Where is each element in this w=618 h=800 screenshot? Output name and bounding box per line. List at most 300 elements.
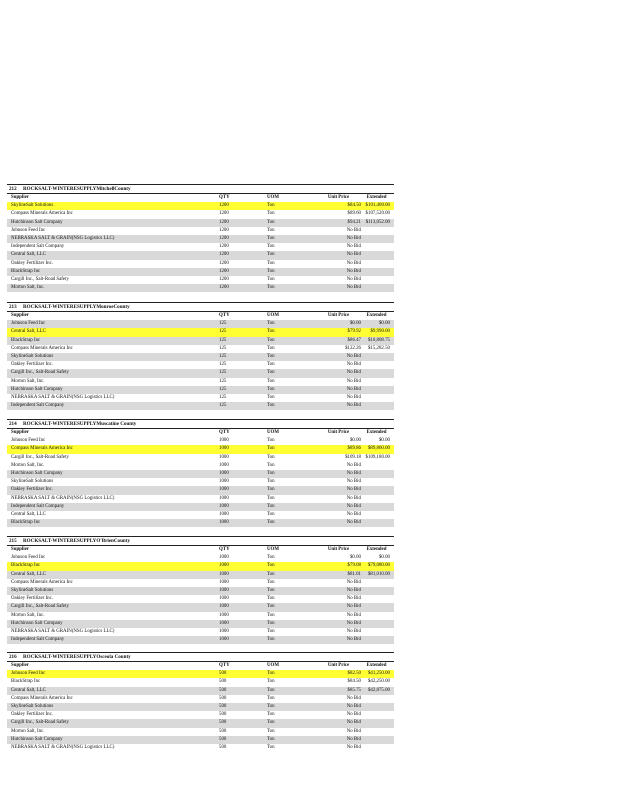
unit-price-cell: $79.08	[316, 562, 363, 570]
table-row	[7, 320, 394, 328]
table-row	[7, 620, 394, 628]
qty-cell: 500	[215, 687, 263, 695]
table-row	[7, 243, 394, 251]
table-row	[7, 394, 394, 402]
uom-cell: Ton	[263, 636, 316, 644]
uom-cell: Ton	[267, 495, 275, 501]
table-row	[7, 503, 394, 511]
uom-cell: Ton	[263, 620, 316, 628]
unit-price-cell: No Bid	[346, 260, 361, 266]
supplier-cell: Morton Salt, Inc.	[11, 378, 45, 384]
extended-cell	[363, 276, 394, 284]
header-unit-price: Unit Price	[327, 547, 350, 552]
table-row	[7, 595, 394, 603]
supplier-cell: Hutchinson Salt Company	[7, 736, 215, 744]
uom-cell: Ton	[263, 736, 316, 744]
unit-price-cell: No Bid	[346, 378, 361, 384]
supplier-cell: Independent Salt Company	[7, 402, 215, 410]
qty-cell: 1000	[219, 596, 229, 602]
table-row	[7, 251, 394, 259]
qty-cell: 125	[219, 362, 227, 368]
extended-cell: $9,990.00	[363, 328, 394, 336]
unit-price-cell: $84.50	[316, 202, 363, 210]
qty-cell: 500	[219, 679, 227, 685]
supplier-cell: Johnson Feed Inc	[7, 670, 215, 678]
extended-cell	[363, 719, 394, 727]
qty-cell: 125	[215, 369, 263, 377]
qty-cell: 1200	[215, 219, 263, 227]
supplier-cell: Cargill Inc., Salt-Road Safety	[11, 454, 69, 460]
supplier-cell: SkylineSalt Solutions	[7, 202, 215, 210]
table-row	[7, 470, 394, 478]
supplier-cell: Independent Salt Company	[7, 503, 215, 511]
table-row	[7, 719, 394, 727]
supplier-cell: Compass Minerals America Inc	[11, 579, 73, 585]
uom-cell: Ton	[263, 328, 316, 336]
qty-cell: 500	[219, 712, 227, 718]
uom-cell: Ton	[263, 687, 316, 695]
uom-cell: Ton	[263, 562, 316, 570]
header-uom: UOM	[267, 663, 279, 668]
unit-price-cell: No Bid	[346, 362, 361, 368]
table-row	[7, 454, 394, 462]
uom-cell: Ton	[263, 235, 316, 243]
qty-cell: 1000	[219, 629, 229, 635]
table-row	[7, 695, 394, 703]
supplier-cell: Central Salt, LLC	[7, 571, 215, 579]
unit-price-cell: No Bid	[316, 402, 363, 410]
extended-cell	[363, 402, 394, 410]
table-row	[7, 445, 394, 453]
extended-cell: $109,180.00	[365, 454, 390, 460]
section-title	[7, 184, 394, 194]
uom-cell: Ton	[267, 244, 275, 250]
extended-cell: $10,808.75	[363, 337, 394, 345]
extended-cell	[363, 462, 394, 470]
supplier-cell: Compass Minerals America Inc	[7, 445, 215, 453]
extended-cell	[363, 495, 394, 503]
unit-price-cell: $89.60	[347, 211, 361, 217]
unit-price-cell: $84.50	[347, 679, 361, 685]
bid-table	[7, 546, 394, 644]
qty-cell: 125	[215, 402, 263, 410]
supplier-cell: SkylineSalt Solutions	[11, 479, 54, 485]
unit-price-cell: No Bid	[346, 728, 361, 734]
bid-section	[7, 652, 394, 752]
table-row	[7, 437, 394, 445]
unit-price-cell: No Bid	[346, 495, 361, 501]
extended-cell	[363, 268, 394, 276]
table-row	[7, 628, 394, 636]
table-row	[7, 227, 394, 235]
supplier-cell: NEBRASKA SALT & GRAIN(NSG Logistics LLC)	[11, 745, 115, 751]
header-unit-price: Unit Price	[327, 663, 350, 668]
unit-price-cell: $0.00	[316, 320, 363, 328]
bid-table	[7, 312, 394, 410]
unit-price-cell: No Bid	[346, 579, 361, 585]
table-row	[7, 210, 394, 218]
supplier-cell: BlackStrap Inc	[7, 268, 215, 276]
qty-cell: 125	[215, 353, 263, 361]
extended-cell: $42,250.00	[367, 679, 390, 685]
table-row	[7, 744, 394, 752]
qty-cell: 1200	[219, 211, 229, 217]
extended-cell	[363, 603, 394, 611]
uom-cell: Ton	[263, 587, 316, 595]
uom-cell: Ton	[267, 555, 275, 561]
unit-price-cell: No Bid	[346, 745, 361, 751]
header-unit-price: Unit Price	[327, 430, 350, 435]
uom-cell: Ton	[267, 454, 275, 460]
qty-cell: 125	[219, 345, 227, 351]
qty-cell: 1200	[215, 235, 263, 243]
table-row	[7, 219, 394, 227]
header-supplier: Supplier	[11, 430, 29, 435]
uom-cell: Ton	[263, 503, 316, 511]
unit-price-cell: No Bid	[346, 479, 361, 485]
extended-cell	[363, 503, 394, 511]
item-number: 214	[9, 421, 17, 427]
unit-price-cell: $122.26	[345, 345, 361, 351]
table-row	[7, 284, 394, 292]
uom-cell: Ton	[267, 479, 275, 485]
unit-price-cell: No Bid	[316, 719, 363, 727]
qty-cell: 1000	[219, 462, 229, 468]
uom-cell: Ton	[263, 445, 316, 453]
qty-cell: 1200	[215, 268, 263, 276]
supplier-cell: BlackStrap Inc	[7, 519, 215, 527]
extended-cell	[363, 361, 394, 369]
qty-cell: 1200	[219, 244, 229, 250]
bid-section	[7, 184, 394, 292]
uom-cell: Ton	[267, 227, 275, 233]
header-uom: UOM	[267, 547, 279, 552]
supplier-cell: Oakley Fertilizer Inc.	[11, 596, 53, 602]
uom-cell: Ton	[267, 679, 275, 685]
item-title: ROCKSALT-WINTERESUPPLYO'BrienCounty	[23, 538, 130, 544]
item-number: 212	[9, 186, 17, 192]
table-row	[7, 687, 394, 695]
item-title: ROCKSALT-WINTERESUPPLYMonroeCounty	[23, 304, 130, 310]
bid-table	[7, 662, 394, 752]
unit-price-cell: No Bid	[346, 462, 361, 468]
supplier-cell: NEBRASKA SALT & GRAIN(NSG Logistics LLC)	[11, 395, 115, 401]
item-title: ROCKSALT-WINTERESUPPLYMitchellCounty	[23, 186, 131, 192]
uom-cell: Ton	[267, 260, 275, 266]
extended-cell: $89,860.00	[363, 445, 394, 453]
qty-cell: 1200	[219, 277, 229, 283]
header-qty: QTY	[219, 663, 230, 668]
unit-price-cell: No Bid	[346, 629, 361, 635]
header-qty: QTY	[219, 547, 230, 552]
uom-cell: Ton	[267, 612, 275, 618]
header-uom: UOM	[267, 313, 279, 318]
supplier-cell: SkylineSalt Solutions	[7, 703, 215, 711]
unit-price-cell: No Bid	[316, 636, 363, 644]
uom-cell: Ton	[263, 320, 316, 328]
supplier-cell: Johnson Feed Inc	[11, 438, 46, 444]
table-row	[7, 486, 394, 494]
supplier-cell: BlackStrap Inc	[7, 337, 215, 345]
supplier-cell: Independent Salt Company	[7, 636, 215, 644]
supplier-cell: Morton Salt, Inc.	[11, 462, 45, 468]
supplier-cell: Central Salt, LLC	[11, 512, 46, 518]
table-row	[7, 345, 394, 353]
uom-cell: Ton	[263, 571, 316, 579]
header-qty: QTY	[219, 313, 230, 318]
supplier-cell: Cargill Inc., Salt-Road Safety	[7, 719, 215, 727]
uom-cell: Ton	[267, 211, 275, 217]
header-extended: Extended	[366, 313, 387, 318]
table-row	[7, 587, 394, 595]
item-title: ROCKSALT-WINTERESUPPLYMuscatine County	[23, 421, 137, 427]
uom-cell: Ton	[263, 486, 316, 494]
supplier-cell: Morton Salt, Inc.	[7, 284, 215, 292]
qty-cell: 1000	[215, 486, 263, 494]
bid-section	[7, 302, 394, 410]
table-row	[7, 260, 394, 268]
table-row	[7, 462, 394, 470]
unit-price-cell: No Bid	[316, 470, 363, 478]
qty-cell: 125	[219, 378, 227, 384]
extended-cell	[363, 260, 394, 268]
extended-cell	[363, 595, 394, 603]
header-qty: QTY	[219, 430, 230, 435]
supplier-cell: SkylineSalt Solutions	[7, 353, 215, 361]
supplier-cell: Hutchinson Salt Company	[7, 219, 215, 227]
extended-cell	[363, 243, 394, 251]
uom-cell: Ton	[267, 462, 275, 468]
table-row	[7, 703, 394, 711]
qty-cell: 500	[219, 695, 227, 701]
uom-cell: Ton	[263, 337, 316, 345]
header-unit-price: Unit Price	[327, 195, 350, 200]
supplier-cell: BlackStrap Inc	[11, 679, 41, 685]
table-header-row	[7, 546, 394, 554]
header-extended: Extended	[366, 547, 387, 552]
extended-cell: $79,080.00	[363, 562, 394, 570]
supplier-cell: SkylineSalt Solutions	[7, 587, 215, 595]
qty-cell: 1200	[215, 251, 263, 259]
bid-section	[7, 419, 394, 527]
uom-cell: Ton	[263, 470, 316, 478]
extended-cell	[363, 579, 394, 587]
uom-cell: Ton	[267, 277, 275, 283]
bid-section	[7, 536, 394, 644]
supplier-cell: Oakley Fertilizer Inc.	[11, 260, 53, 266]
supplier-cell: Cargill Inc., Salt-Road Safety	[7, 603, 215, 611]
extended-cell	[363, 711, 394, 719]
unit-price-cell: No Bid	[316, 268, 363, 276]
qty-cell: 1200	[215, 284, 263, 292]
extended-cell: $113,052.00	[363, 219, 394, 227]
unit-price-cell: No Bid	[316, 519, 363, 527]
uom-cell: Ton	[263, 202, 316, 210]
qty-cell: 1000	[215, 562, 263, 570]
qty-cell: 500	[215, 703, 263, 711]
supplier-cell: Morton Salt, Inc.	[11, 612, 45, 618]
table-row	[7, 478, 394, 486]
qty-cell: 1000	[215, 503, 263, 511]
section-title	[7, 536, 394, 546]
table-row	[7, 353, 394, 361]
supplier-cell: Oakley Fertilizer Inc.	[11, 362, 53, 368]
extended-cell	[363, 284, 394, 292]
extended-cell	[363, 353, 394, 361]
qty-cell: 1000	[215, 636, 263, 644]
extended-cell	[363, 378, 394, 386]
uom-cell: Ton	[267, 712, 275, 718]
unit-price-cell: $109.18	[345, 454, 361, 460]
header-supplier: Supplier	[11, 663, 29, 668]
uom-cell: Ton	[267, 579, 275, 585]
table-row	[7, 276, 394, 284]
table-header-row	[7, 194, 394, 202]
table-row	[7, 612, 394, 620]
uom-cell: Ton	[267, 596, 275, 602]
table-row	[7, 386, 394, 394]
supplier-cell: Johnson Feed Inc	[11, 555, 46, 561]
unit-price-cell: $0.00	[349, 555, 361, 561]
unit-price-cell: No Bid	[316, 369, 363, 377]
uom-cell: Ton	[267, 345, 275, 351]
section-title	[7, 419, 394, 429]
extended-cell	[363, 620, 394, 628]
table-row	[7, 678, 394, 686]
supplier-cell: Compass Minerals America Inc	[11, 211, 73, 217]
unit-price-cell: $79.92	[316, 328, 363, 336]
qty-cell: 500	[219, 728, 227, 734]
qty-cell: 125	[215, 320, 263, 328]
extended-cell: $81,010.00	[363, 571, 394, 579]
unit-price-cell: No Bid	[346, 244, 361, 250]
unit-price-cell: No Bid	[316, 736, 363, 744]
unit-price-cell: No Bid	[316, 235, 363, 243]
supplier-cell: Independent Salt Company	[11, 244, 65, 250]
item-title: ROCKSALT-WINTERESUPPLYOsceola County	[23, 654, 131, 660]
uom-cell: Ton	[267, 728, 275, 734]
uom-cell: Ton	[263, 353, 316, 361]
supplier-cell: Central Salt, LLC	[7, 251, 215, 259]
section-title	[7, 652, 394, 662]
table-row	[7, 728, 394, 736]
supplier-cell: Johnson Feed Inc	[11, 227, 46, 233]
header-uom: UOM	[267, 430, 279, 435]
table-row	[7, 636, 394, 644]
item-number: 213	[9, 304, 17, 310]
uom-cell: Ton	[267, 745, 275, 751]
supplier-cell: Hutchinson Salt Company	[7, 386, 215, 394]
qty-cell: 1000	[219, 579, 229, 585]
qty-cell: 125	[215, 328, 263, 336]
supplier-cell: Johnson Feed Inc	[7, 320, 215, 328]
uom-cell: Ton	[263, 703, 316, 711]
unit-price-cell: $81.01	[316, 571, 363, 579]
unit-price-cell: No Bid	[316, 587, 363, 595]
qty-cell: 1000	[215, 587, 263, 595]
extended-cell	[363, 251, 394, 259]
uom-cell: Ton	[267, 362, 275, 368]
unit-price-cell: No Bid	[346, 395, 361, 401]
unit-price-cell: No Bid	[316, 353, 363, 361]
table-row	[7, 378, 394, 386]
extended-cell: $0.00	[378, 438, 390, 444]
uom-cell: Ton	[267, 438, 275, 444]
extended-cell	[363, 235, 394, 243]
extended-cell	[363, 386, 394, 394]
unit-price-cell: No Bid	[316, 703, 363, 711]
unit-price-cell: No Bid	[346, 612, 361, 618]
extended-cell	[363, 511, 394, 519]
supplier-cell: NEBRASKA SALT & GRAIN(NSG Logistics LLC)	[7, 235, 215, 243]
extended-cell	[363, 744, 394, 752]
unit-price-cell: No Bid	[346, 712, 361, 718]
header-supplier: Supplier	[11, 547, 29, 552]
uom-cell: Ton	[263, 284, 316, 292]
unit-price-cell: No Bid	[346, 227, 361, 233]
extended-cell: $42,875.00	[363, 687, 394, 695]
qty-cell: 500	[215, 670, 263, 678]
uom-cell: Ton	[263, 251, 316, 259]
table-row	[7, 402, 394, 410]
header-supplier: Supplier	[11, 195, 29, 200]
unit-price-cell: No Bid	[316, 251, 363, 259]
unit-price-cell: No Bid	[346, 512, 361, 518]
bid-table	[7, 429, 394, 527]
qty-cell: 1200	[215, 202, 263, 210]
table-row	[7, 361, 394, 369]
header-extended: Extended	[366, 430, 387, 435]
supplier-cell: Oakley Fertilizer Inc.	[11, 712, 53, 718]
table-row	[7, 337, 394, 345]
extended-cell	[363, 695, 394, 703]
extended-cell	[363, 369, 394, 377]
section-title	[7, 302, 394, 312]
table-row	[7, 603, 394, 611]
extended-cell	[363, 470, 394, 478]
supplier-cell: Compass Minerals America Inc	[11, 695, 73, 701]
unit-price-cell: $86.47	[316, 337, 363, 345]
extended-cell: $107,520.00	[365, 211, 390, 217]
uom-cell: Ton	[263, 369, 316, 377]
supplier-cell: Cargill Inc., Salt-Road Safety	[7, 369, 215, 377]
unit-price-cell: No Bid	[346, 695, 361, 701]
uom-cell: Ton	[263, 402, 316, 410]
unit-price-cell: No Bid	[316, 284, 363, 292]
bid-table	[7, 194, 394, 292]
table-row	[7, 268, 394, 276]
supplier-cell: Morton Salt, Inc.	[11, 728, 45, 734]
supplier-cell: BlackStrap Inc	[7, 562, 215, 570]
unit-price-cell: $89.86	[316, 445, 363, 453]
unit-price-cell: No Bid	[316, 603, 363, 611]
qty-cell: 1000	[215, 571, 263, 579]
supplier-cell: NEBRASKA SALT & GRAIN(NSG Logistics LLC)	[11, 495, 115, 501]
uom-cell: Ton	[263, 219, 316, 227]
table-row	[7, 328, 394, 336]
table-row	[7, 562, 394, 570]
supplier-cell: Hutchinson Salt Company	[7, 470, 215, 478]
table-row	[7, 495, 394, 503]
qty-cell: 1000	[215, 603, 263, 611]
unit-price-cell: No Bid	[316, 503, 363, 511]
extended-cell: $41,250.00	[363, 670, 394, 678]
extended-cell	[363, 486, 394, 494]
qty-cell: 1000	[219, 555, 229, 561]
supplier-cell: Hutchinson Salt Company	[7, 620, 215, 628]
uom-cell: Ton	[267, 695, 275, 701]
extended-cell	[363, 736, 394, 744]
